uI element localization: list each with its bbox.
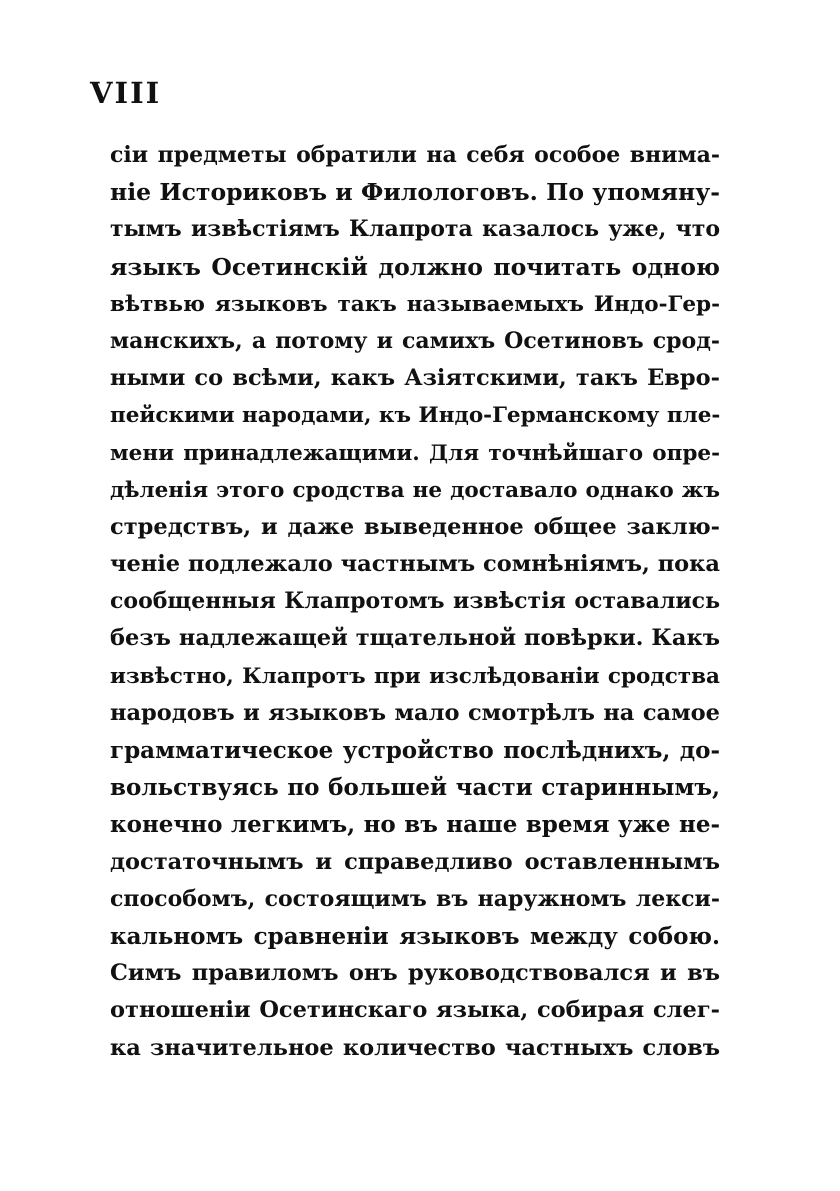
text-line: стредствъ, и даже выведенное общее заклю- [110, 513, 720, 540]
text-line: ченіе подлежало частнымъ сомнѣніямъ, пока [110, 551, 720, 578]
text-line: способомъ, состоящимъ въ наружномъ лекси- [110, 885, 720, 912]
text-line: языкъ Осетинскій должно почитать одною [110, 252, 720, 281]
text-line: достаточнымъ и справедливо оставленнымъ [110, 848, 720, 875]
text-line: ными со всѣми, какъ Азіятскими, такъ Евро- [110, 365, 720, 392]
text-line: мени принадлежащими. Для точнѣйшаго опре- [110, 440, 720, 466]
text-line: конечно легкимъ, но въ наше время уже не- [110, 811, 720, 839]
text-line: манскихъ, а потому и самихъ Осетиновъ срод- [110, 327, 720, 354]
text-line: извѣстно, Клапротъ при изслѣдованіи сродства [110, 663, 720, 689]
text-line: сообщенныя Клапротомъ извѣстія оставались [110, 588, 720, 615]
text-line: кальномъ сравненіи языковъ между собою. [110, 922, 720, 950]
text-line: пейскими народами, къ Индо-Германскому пле- [110, 403, 721, 429]
text-line: Симъ правиломъ онъ руководствовался и въ [110, 960, 720, 987]
text-line: вольствуясь по большей части стариннымъ, [110, 774, 720, 802]
page-number: VIII [90, 76, 162, 110]
text-line: дѣленія этого сродства не доставало однако жъ [110, 477, 720, 503]
text-line: ка значительное количество частныхъ словъ [110, 1034, 720, 1061]
text-line: отношеніи Осетинскаго языка, собирая слег- [110, 997, 720, 1024]
text-line: народовъ и языковъ мало смотрѣлъ на самое [110, 699, 720, 726]
text-line: тымъ извѣстіямъ Клапрота казалось уже, что [110, 216, 720, 243]
text-line: сіи предметы обратили на себя особое внима- [110, 142, 720, 168]
text-line: вѣтвью языковъ такъ называемыхъ Индо-Гер- [110, 291, 720, 317]
body-text [110, 137, 720, 1067]
text-line: ніе Историковъ и Филологовъ. По упомяну- [110, 178, 720, 207]
text-line: грамматическое устройство послѣднихъ, до- [110, 737, 720, 764]
text-line: безъ надлежащей тщательной повѣрки. Какъ [110, 625, 720, 652]
